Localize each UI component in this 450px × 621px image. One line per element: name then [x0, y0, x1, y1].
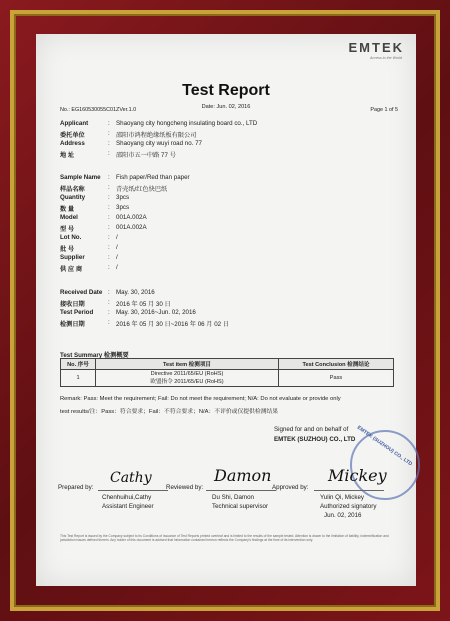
field-label: Supplier	[60, 254, 85, 261]
field-colon: :	[108, 234, 110, 241]
field-value: 邵阳市五一中路 77 号	[116, 152, 176, 159]
row-item	[96, 370, 279, 387]
field-label: Lot No.	[60, 234, 82, 241]
report-title: Test Report	[182, 82, 270, 99]
field-value: 2016 年 05 月 30 日~2016 年 06 月 02 日	[116, 321, 229, 328]
footer-disclaimer: This Test Report is issued by the Company subject to its Conditions of Issuance of Test Reports printed overleaf and is limited to the results of the sample tested. Attention is drawn to the limitation of liability, indemnification and jurisdiction issues defined therein. Any holder of this document is advised that information contained hereon reflects the Company's findings at the time of its intervention only.	[60, 534, 389, 543]
field-colon: :	[108, 264, 110, 271]
approved-by-name: Yulin Qi, Mickey	[320, 494, 365, 501]
approved-by-signature: Mickey	[328, 466, 387, 485]
reviewed-by-label: Reviewed by:	[166, 484, 204, 491]
brand-tagline: Access to the World	[370, 56, 402, 60]
table-row	[61, 370, 394, 387]
field-colon: :	[108, 254, 110, 261]
field-label: Sample Name	[60, 174, 101, 181]
field-label: 型 号	[60, 226, 75, 233]
field-colon: :	[108, 150, 110, 157]
col-header-item: Test item 检测项目	[96, 359, 279, 370]
field-label: 样品名称	[60, 186, 85, 193]
field-colon: :	[108, 224, 110, 231]
seal-text: EMTEK (SUZHOU) CO., LTD	[355, 424, 414, 468]
field-label: Test Period	[60, 309, 94, 316]
signature-line	[206, 490, 276, 491]
prepared-by-title: Assistant Engineer	[102, 503, 154, 510]
field-value: 邵阳市鸿程绝缘纸板有限公司	[116, 132, 197, 139]
field-label: Received Date	[60, 289, 103, 296]
field-colon: :	[108, 204, 110, 211]
reviewed-by-signature: Damon	[214, 466, 272, 485]
field-label: Model	[60, 214, 78, 221]
field-value: 3pcs	[116, 194, 130, 201]
row-result: Pass	[279, 370, 394, 387]
field-label: 供 应 商	[60, 266, 83, 273]
reviewed-by-name: Du Shi, Damon	[212, 494, 254, 501]
summary-heading: Test Summary 检测概要	[60, 352, 129, 359]
row-item-cn: 欧盟指令 2011/65/EU (RoHS)	[150, 379, 224, 385]
remark-line-1: Remark: Pass: Meet the requirement; Fail: Do not meet the requirement; N/A: Do not evaluate or provide only	[60, 396, 341, 402]
summary-table	[60, 358, 394, 387]
signature-line	[98, 490, 168, 491]
field-label: 地 址	[60, 152, 75, 159]
field-colon: :	[108, 130, 110, 137]
field-value: May. 30, 2016~Jun. 02, 2016	[116, 309, 196, 316]
signature-line	[314, 490, 384, 491]
approved-by-label: Approved by:	[272, 484, 309, 491]
field-colon: :	[108, 184, 110, 191]
field-colon: :	[108, 299, 110, 306]
field-value: Fish paper/Red than paper	[116, 174, 190, 181]
field-value: /	[116, 244, 118, 251]
brand-logo: EMTEK	[348, 40, 404, 55]
row-item-en: Directive 2011/65/EU (RoHS)	[150, 371, 224, 377]
remark-line-2: test results/注：Pass：符合要求；Fail：不符合要求；N/A：不评价或仅提供检测结果	[60, 409, 279, 415]
summary-header-row	[61, 359, 394, 370]
field-value: /	[116, 264, 118, 271]
field-colon: :	[108, 309, 110, 316]
row-no: 1	[61, 370, 96, 387]
report-paper	[36, 34, 416, 586]
field-label: Address	[60, 140, 85, 147]
field-label: Applicant	[60, 120, 89, 127]
field-colon: :	[108, 120, 110, 127]
signed-for-line-1: Signed for and on behalf of	[274, 426, 349, 433]
field-label: 检测日期	[60, 321, 85, 328]
report-date: Date: Jun. 02, 2016	[201, 104, 251, 110]
field-value: Shaoyang city wuyi road no. 77	[116, 140, 202, 147]
field-value: 2016 年 05 月 30 日	[116, 301, 171, 308]
field-value: /	[116, 234, 118, 241]
field-colon: :	[108, 140, 110, 147]
field-label: 数 量	[60, 206, 75, 213]
field-value: 001A.002A	[116, 224, 147, 231]
reviewed-by-title: Technical supervisor	[212, 503, 269, 510]
field-colon: :	[108, 174, 110, 181]
field-colon: :	[108, 289, 110, 296]
field-value: 青壳纸/红色快巴纸	[116, 186, 168, 193]
field-label: 委托单位	[60, 132, 85, 139]
col-header-no: No. 序号	[61, 359, 96, 370]
field-colon: :	[108, 214, 110, 221]
approved-by-title: Authorized signatory	[320, 503, 377, 510]
field-label: Quantity	[60, 194, 86, 201]
signed-for-line-2: EMTEK (SUZHOU) CO., LTD	[274, 436, 356, 443]
field-value: 001A.002A	[116, 214, 147, 221]
field-value: 3pcs	[116, 204, 130, 211]
field-label: 批 号	[60, 246, 75, 253]
page-indicator: Page 1 of 5	[370, 107, 398, 113]
field-value: May. 30, 2016	[116, 289, 155, 296]
field-value: /	[116, 254, 118, 261]
field-label: 接收日期	[60, 301, 85, 308]
prepared-by-label: Prepared by:	[58, 484, 94, 491]
field-value: Shaoyang city hongcheng insulating board co., LTD	[116, 120, 258, 127]
prepared-by-signature: Cathy	[110, 470, 152, 486]
prepared-by-name: Chenhuihui,Cathy	[102, 494, 152, 501]
field-colon: :	[108, 194, 110, 201]
field-colon: :	[108, 244, 110, 251]
col-header-conclusion: Test Conclusion 检测结论	[279, 359, 394, 370]
approved-by-date: Jun. 02, 2016	[324, 512, 362, 519]
field-colon: :	[108, 319, 110, 326]
report-number: No.: EG160530055C01ZVer.1.0	[60, 107, 137, 113]
